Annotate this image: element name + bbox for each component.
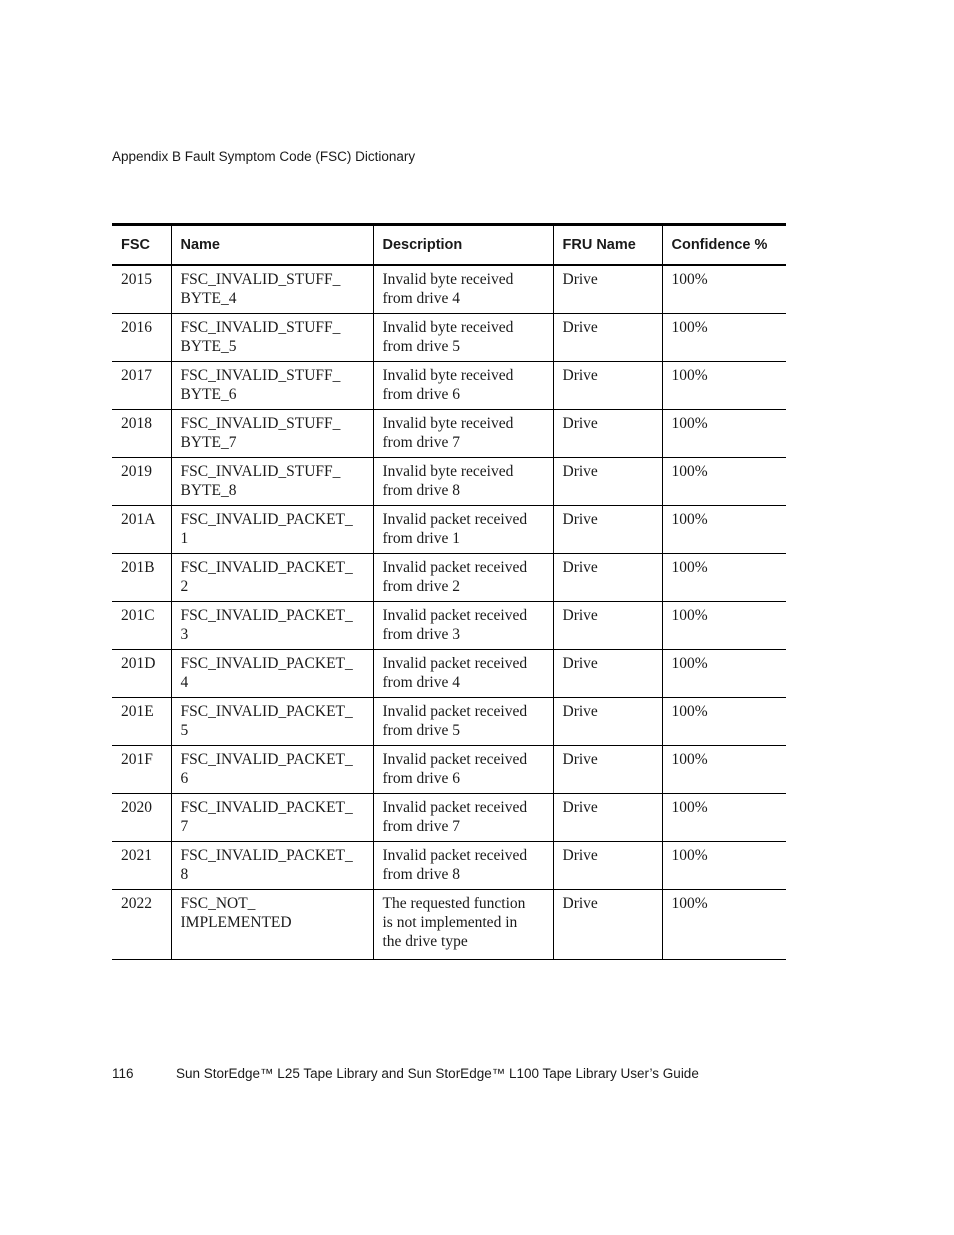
fsc-code-cell: 2017: [121, 366, 152, 384]
table-row: [112, 601, 786, 649]
fsc-name-line: BYTE_7: [180, 433, 237, 451]
table-body: [112, 265, 786, 959]
column-header-fru-name: FRU Name: [553, 225, 662, 266]
description-line: Invalid packet received: [382, 510, 528, 528]
fsc-name-line: BYTE_4: [180, 290, 237, 307]
fru-name-cell: Drive: [553, 649, 662, 697]
table-row: [112, 313, 786, 361]
description-cell: [373, 889, 553, 959]
description-line: from drive 7: [382, 817, 460, 835]
fru-name-cell: Drive: [553, 409, 662, 457]
description-line: The requested function: [382, 894, 526, 912]
fsc-name-line: IMPLEMENTED: [180, 913, 292, 931]
fsc-name-line: 1: [180, 529, 189, 547]
fsc-name-line: FSC_INVALID_PACKET_: [180, 846, 353, 864]
page-footer: [112, 1066, 699, 1081]
description-cell: [373, 457, 553, 505]
fru-name-cell: Drive: [553, 553, 662, 601]
table-header: [112, 225, 786, 266]
fsc-name-cell: [171, 601, 373, 649]
description-line: Invalid byte received: [382, 366, 514, 384]
description-cell: [373, 601, 553, 649]
fsc-name-line: FSC_INVALID_PACKET_: [180, 798, 353, 816]
fru-name-cell: Drive: [553, 841, 662, 889]
description-cell: [373, 361, 553, 409]
description-line: from drive 6: [382, 385, 460, 403]
fsc-name-line: BYTE_6: [180, 385, 237, 403]
description-line: Invalid byte received: [382, 414, 514, 432]
description-line: from drive 3: [382, 625, 460, 643]
fsc-name-line: FSC_INVALID_STUFF_: [180, 414, 341, 432]
table-row: [112, 793, 786, 841]
description-cell: [373, 745, 553, 793]
fsc-name-cell: [171, 505, 373, 553]
description-line: Invalid packet received: [382, 606, 528, 624]
confidence-cell: 100%: [662, 745, 786, 793]
confidence-cell: 100%: [662, 841, 786, 889]
description-line: from drive 7: [382, 433, 460, 451]
fsc-code-cell: 201A: [121, 510, 156, 528]
description-line: Invalid packet received: [382, 846, 528, 864]
description-cell: [373, 313, 553, 361]
description-cell: [373, 265, 553, 313]
fsc-name-line: 2: [180, 577, 189, 595]
column-header-confidence: Confidence %: [662, 225, 786, 266]
table-row: [112, 745, 786, 793]
fsc-name-line: FSC_INVALID_PACKET_: [180, 654, 353, 672]
confidence-cell: 100%: [662, 313, 786, 361]
column-header-name: Name: [171, 225, 373, 266]
fsc-name-cell: [171, 265, 373, 313]
table-row: [112, 889, 786, 959]
description-line: Invalid packet received: [382, 558, 528, 576]
description-cell: [373, 841, 553, 889]
fsc-name-line: FSC_NOT_: [180, 894, 256, 912]
fsc-name-cell: [171, 697, 373, 745]
description-line: is not implemented in: [382, 913, 518, 931]
fsc-code-cell: 2020: [121, 798, 152, 816]
fru-name-cell: Drive: [553, 889, 662, 959]
fsc-name-line: FSC_INVALID_PACKET_: [180, 702, 353, 720]
fsc-name-line: FSC_INVALID_STUFF_: [180, 366, 341, 384]
description-line: Invalid byte received: [382, 271, 514, 288]
fsc-name-cell: [171, 409, 373, 457]
description-line: from drive 8: [382, 865, 460, 883]
table-row: [112, 553, 786, 601]
fsc-name-cell: [171, 889, 373, 959]
description-line: Invalid packet received: [382, 702, 528, 720]
description-line: Invalid packet received: [382, 654, 528, 672]
column-header-fsc: FSC: [121, 237, 150, 253]
fsc-code-cell: 2016: [121, 318, 152, 336]
fsc-name-line: BYTE_8: [180, 481, 237, 499]
fsc-name-line: BYTE_5: [180, 337, 237, 355]
description-line: from drive 5: [382, 721, 460, 739]
table-row: [112, 409, 786, 457]
description-line: from drive 4: [382, 290, 460, 307]
fsc-code-cell: 2018: [121, 414, 152, 432]
description-cell: [373, 553, 553, 601]
description-line: from drive 6: [382, 769, 460, 787]
confidence-cell: 100%: [662, 409, 786, 457]
fru-name-cell: Drive: [553, 793, 662, 841]
confidence-cell: 100%: [662, 649, 786, 697]
confidence-cell: 100%: [662, 889, 786, 959]
fsc-code-cell: 201D: [121, 654, 156, 672]
description-cell: [373, 793, 553, 841]
table-row: [112, 361, 786, 409]
fsc-name-cell: [171, 649, 373, 697]
fsc-name-cell: [171, 457, 373, 505]
description-cell: [373, 649, 553, 697]
description-line: from drive 8: [382, 481, 460, 499]
fru-name-cell: Drive: [553, 265, 662, 313]
description-line: Invalid byte received: [382, 318, 514, 336]
header-row: [112, 225, 786, 266]
page-number: 116: [112, 1066, 134, 1081]
fsc-name-line: FSC_INVALID_PACKET_: [180, 558, 353, 576]
fsc-name-line: FSC_INVALID_PACKET_: [180, 750, 353, 768]
fru-name-cell: Drive: [553, 697, 662, 745]
description-line: the drive type: [382, 932, 468, 950]
fsc-name-line: FSC_INVALID_STUFF_: [180, 462, 341, 480]
running-head: Appendix B Fault Symptom Code (FSC) Dictionary: [112, 149, 416, 164]
fru-name-cell: Drive: [553, 361, 662, 409]
confidence-cell: 100%: [662, 793, 786, 841]
description-line: from drive 4: [382, 673, 460, 691]
fru-name-cell: Drive: [553, 313, 662, 361]
fsc-code-cell: 201C: [121, 606, 155, 624]
description-line: Invalid byte received: [382, 462, 514, 480]
fsc-name-line: 7: [180, 817, 189, 835]
fsc-code-cell: 2022: [121, 894, 152, 912]
confidence-cell: 100%: [662, 553, 786, 601]
fsc-name-line: 5: [180, 721, 189, 739]
description-line: from drive 1: [382, 529, 460, 547]
confidence-cell: 100%: [662, 361, 786, 409]
table-row: [112, 649, 786, 697]
confidence-cell: 100%: [662, 505, 786, 553]
description-cell: [373, 697, 553, 745]
table-row: [112, 457, 786, 505]
fsc-name-cell: [171, 361, 373, 409]
fsc-name-line: 3: [180, 625, 189, 643]
description-line: from drive 5: [382, 337, 460, 355]
column-header-description: Description: [373, 225, 553, 266]
confidence-cell: 100%: [662, 601, 786, 649]
fsc-code-cell: 2019: [121, 462, 152, 480]
fsc-name-cell: [171, 745, 373, 793]
table-row: [112, 265, 786, 313]
fsc-code-cell: 2021: [121, 846, 152, 864]
confidence-cell: 100%: [662, 265, 786, 313]
fsc-name-line: 4: [180, 673, 189, 691]
fsc-name-line: FSC_INVALID_PACKET_: [180, 510, 353, 528]
fru-name-cell: Drive: [553, 457, 662, 505]
fsc-name-line: FSC_INVALID_PACKET_: [180, 606, 353, 624]
fru-name-cell: Drive: [553, 601, 662, 649]
fsc-code-cell: 201B: [121, 558, 155, 576]
description-line: from drive 2: [382, 577, 460, 595]
fsc-name-line: 8: [180, 865, 189, 883]
fsc-code-cell: 2015: [121, 271, 152, 288]
fsc-code-cell: 201E: [121, 702, 154, 720]
fsc-code-cell: 201F: [121, 750, 153, 768]
fsc-name-line: 6: [180, 769, 189, 787]
description-cell: [373, 505, 553, 553]
fru-name-cell: Drive: [553, 505, 662, 553]
fsc-name-cell: [171, 793, 373, 841]
fsc-name-cell: [171, 313, 373, 361]
confidence-cell: 100%: [662, 697, 786, 745]
fsc-name-cell: [171, 841, 373, 889]
fsc-name-line: FSC_INVALID_STUFF_: [180, 271, 341, 288]
table-row: [112, 697, 786, 745]
table-row: [112, 841, 786, 889]
table-row: [112, 505, 786, 553]
fru-name-cell: Drive: [553, 745, 662, 793]
description-cell: [373, 409, 553, 457]
fsc-table: [112, 223, 786, 960]
fsc-name-cell: [171, 553, 373, 601]
confidence-cell: 100%: [662, 457, 786, 505]
book-title: Sun StorEdge™ L25 Tape Library and Sun StorEdge™ L100 Tape Library User’s Guide: [176, 1066, 699, 1081]
description-line: Invalid packet received: [382, 750, 528, 768]
description-line: Invalid packet received: [382, 798, 528, 816]
fsc-name-line: FSC_INVALID_STUFF_: [180, 318, 341, 336]
